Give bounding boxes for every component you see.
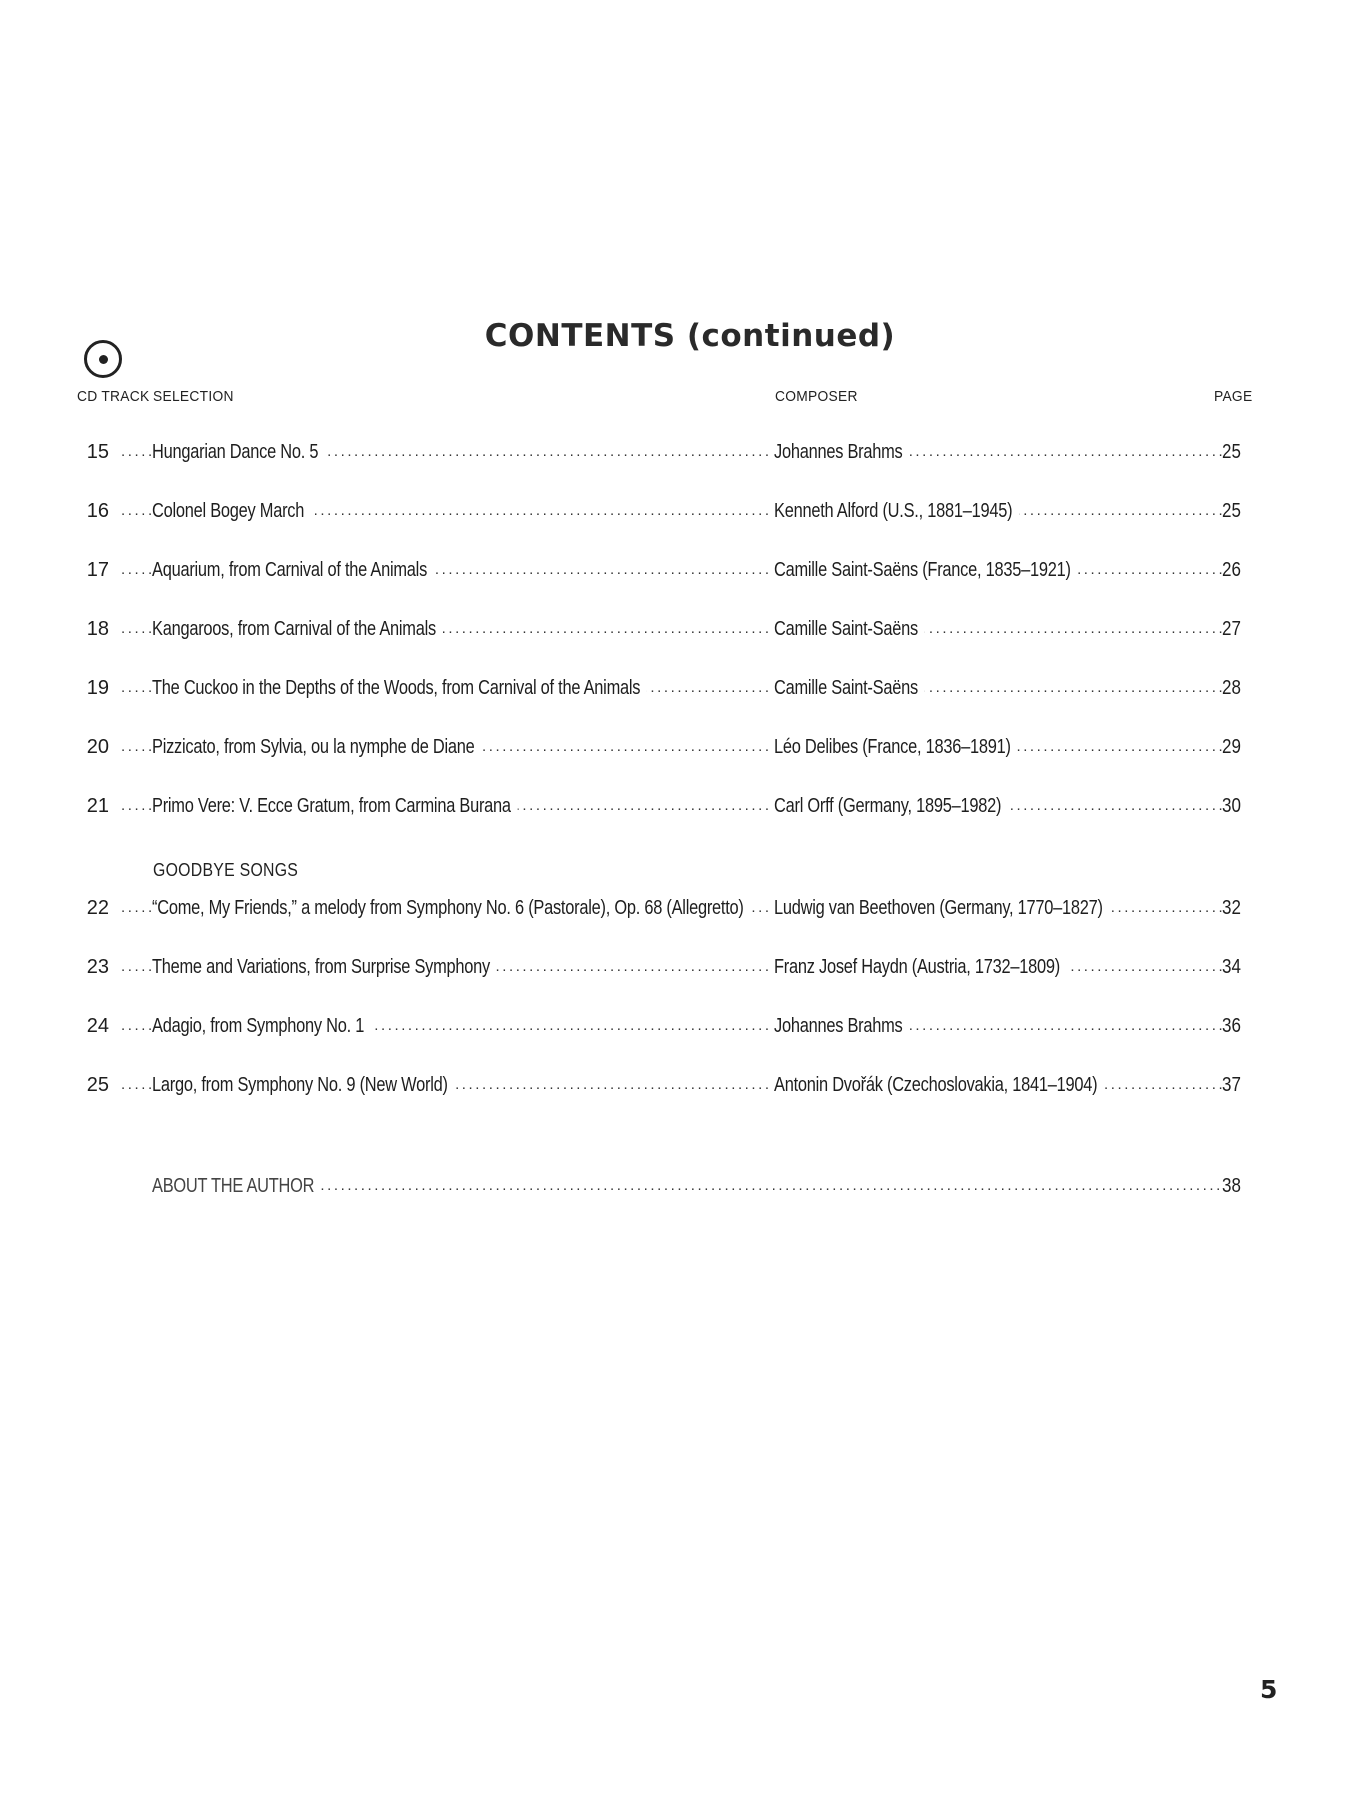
track-number: 23 (86, 956, 109, 978)
selection-title: Primo Vere: V. Ecce Gratum, from Carmina Burana (152, 786, 517, 826)
track-number: 18 (86, 618, 109, 640)
page-ref: 37 (1222, 1074, 1241, 1096)
dot-leader (121, 727, 152, 767)
dot-leader (121, 432, 152, 472)
composer-name: Antonin Dvořák (Czechoslovakia, 1841–1904) (774, 1065, 1104, 1105)
contents-row (0, 550, 1350, 590)
contents-row (0, 668, 1350, 708)
dot-leader (121, 888, 152, 928)
about-author-label: ABOUT THE AUTHOR (152, 1166, 321, 1206)
contents-row (0, 727, 1350, 767)
dot-leader (121, 609, 152, 649)
dot-leader (121, 947, 152, 987)
track-number: 24 (86, 1015, 109, 1037)
selection-title: Pizzicato, from Sylvia, ou la nymphe de Diane (152, 727, 481, 767)
section-heading: GOODBYE SONGS (153, 860, 299, 880)
page-ref: 38 (1222, 1175, 1241, 1197)
dot-leader (121, 491, 152, 531)
composer-name: Léo Delibes (France, 1836–1891) (774, 727, 1017, 767)
selection-title: Aquarium, from Carnival of the Animals (152, 550, 434, 590)
composer-name: Camille Saint-Saëns (France, 1835–1921) (774, 550, 1077, 590)
page-ref: 28 (1222, 677, 1241, 699)
composer-name: Johannes Brahms (774, 1006, 909, 1046)
track-number: 22 (86, 897, 109, 919)
contents-row (0, 609, 1350, 649)
track-number: 25 (86, 1074, 109, 1096)
track-number: 16 (86, 500, 109, 522)
selection-title: Colonel Bogey March (152, 491, 311, 531)
dot-leader (121, 786, 152, 826)
header-page: PAGE (1214, 388, 1253, 405)
selection-title: “Come, My Friends,” a melody from Symphony No. 6 (Pastorale), Op. 68 (Allegretto) (152, 888, 750, 928)
selection-title: Hungarian Dance No. 5 (152, 432, 325, 472)
contents-row (0, 947, 1350, 987)
dot-leader (121, 1065, 152, 1105)
page-title: CONTENTS (continued) (484, 318, 896, 354)
selection-title: Kangaroos, from Carnival of the Animals (152, 609, 442, 649)
composer-name: Johannes Brahms (774, 432, 909, 472)
contents-row (0, 1065, 1350, 1105)
composer-name: Camille Saint-Saëns (774, 609, 924, 649)
track-number: 19 (86, 677, 109, 699)
header-composer: COMPOSER (775, 388, 858, 405)
contents-row (0, 888, 1350, 928)
contents-row (0, 786, 1350, 826)
selection-title: The Cuckoo in the Depths of the Woods, from Carnival of the Animals (152, 668, 647, 708)
selection-title: Largo, from Symphony No. 9 (New World) (152, 1065, 454, 1105)
page-ref: 29 (1222, 736, 1241, 758)
page-ref: 25 (1222, 441, 1241, 463)
page-ref: 32 (1222, 897, 1241, 919)
dot-leader (121, 550, 152, 590)
composer-name: Camille Saint-Saëns (774, 668, 924, 708)
composer-name: Ludwig van Beethoven (Germany, 1770–1827) (774, 888, 1109, 928)
composer-name: Franz Josef Haydn (Austria, 1732–1809) (774, 947, 1067, 987)
contents-row (0, 432, 1350, 472)
cd-icon (84, 340, 122, 378)
page-ref: 30 (1222, 795, 1241, 817)
contents-row (0, 491, 1350, 531)
page-ref: 26 (1222, 559, 1241, 581)
header-selection: SELECTION (153, 388, 234, 405)
page-number: 5 (1260, 1675, 1278, 1704)
track-number: 21 (86, 795, 109, 817)
page-ref: 34 (1222, 956, 1241, 978)
page-ref: 27 (1222, 618, 1241, 640)
composer-name: Kenneth Alford (U.S., 1881–1945) (774, 491, 1019, 531)
composer-name: Carl Orff (Germany, 1895–1982) (774, 786, 1008, 826)
track-number: 20 (86, 736, 109, 758)
contents-row (0, 1006, 1350, 1046)
about-author-row (0, 1166, 1350, 1206)
track-number: 15 (86, 441, 109, 463)
header-cd-track: CD TRACK (77, 388, 150, 405)
page-ref: 25 (1222, 500, 1241, 522)
dot-leader (121, 668, 152, 708)
track-number: 17 (86, 559, 109, 581)
selection-title: Theme and Variations, from Surprise Symphony (152, 947, 497, 987)
page-ref: 36 (1222, 1015, 1241, 1037)
selection-title: Adagio, from Symphony No. 1 (152, 1006, 371, 1046)
dot-leader (121, 1006, 152, 1046)
